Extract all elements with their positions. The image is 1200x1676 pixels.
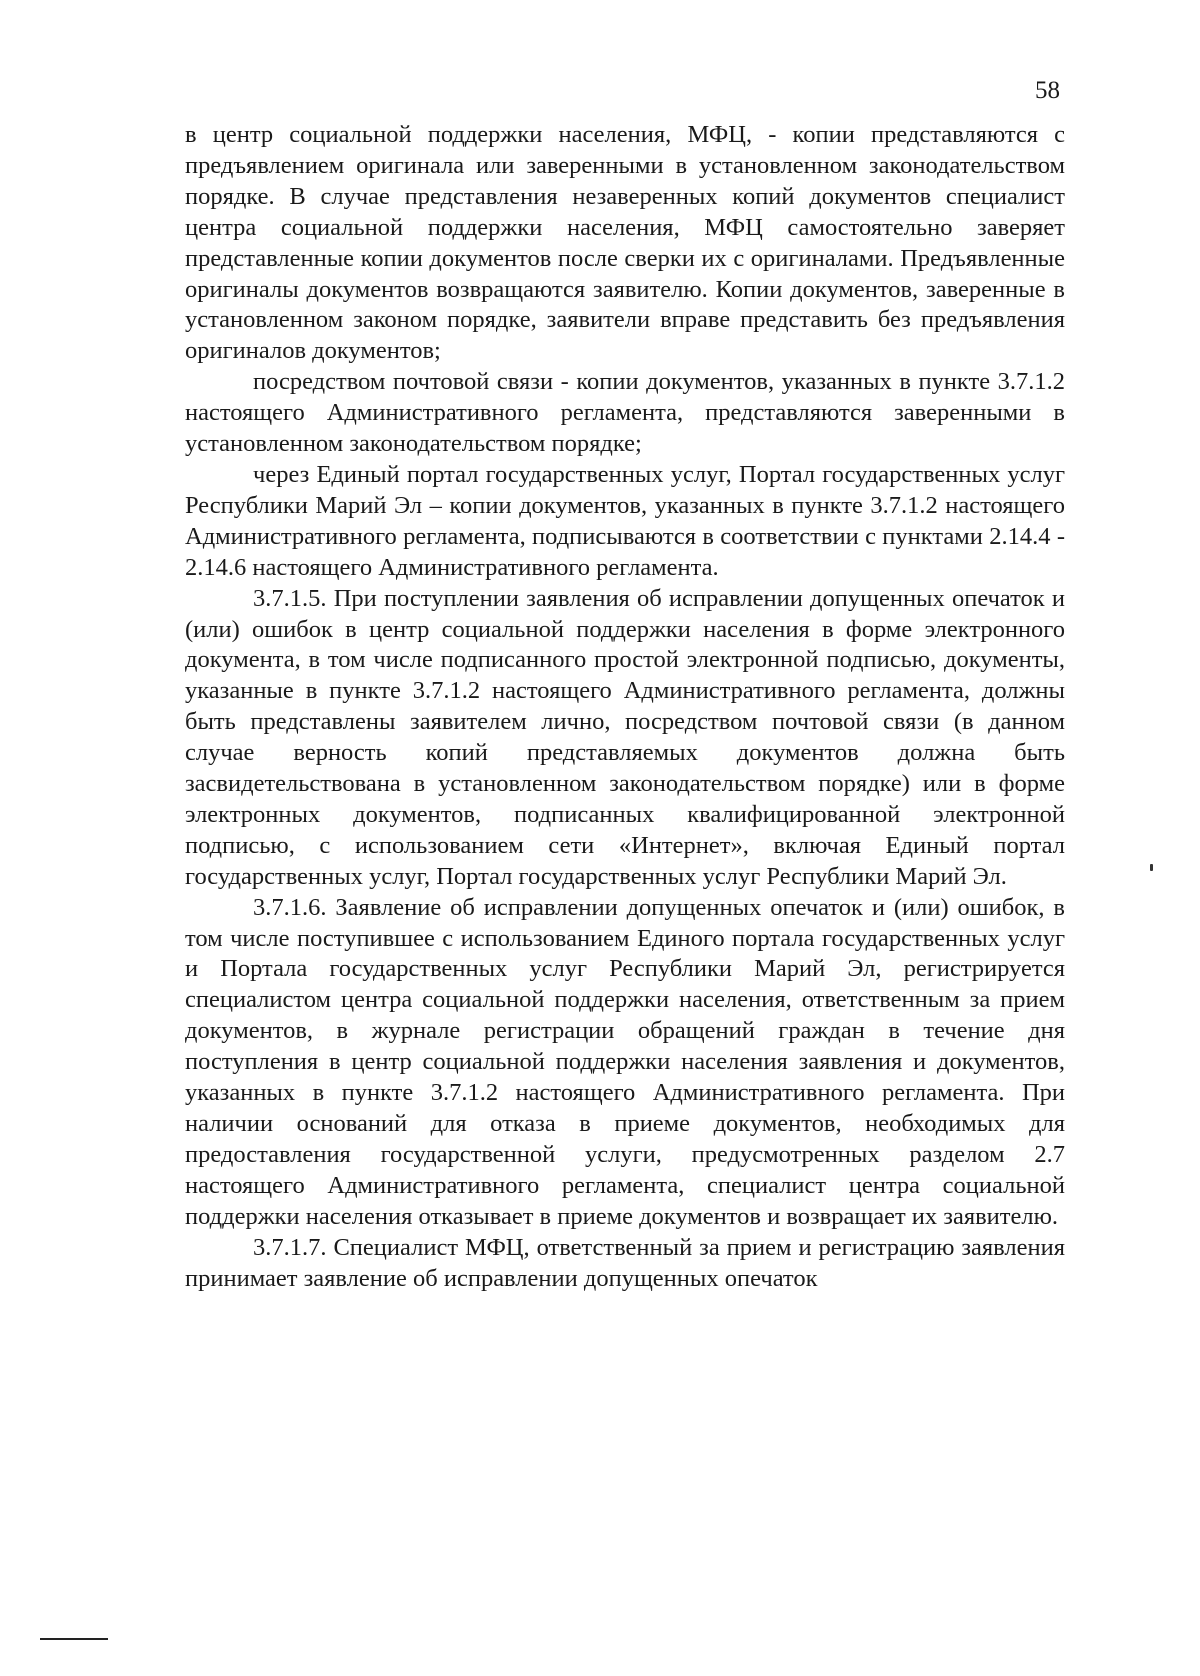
paragraph-continuation: в центр социальной поддержки населения, МФЦ, - копии представляются с предъявлением оригинала или заверенными в установленном законодательством порядке. В случае представления незаверенных копий документов специалист центра социальной поддержки населения, МФЦ самостоятельно заверяет представленные копии документов после сверки их с оригиналами. Предъявленные оригиналы документов возвращаются заявителю. Копии документов, заверенные в установленном законом порядке, заявители вправе представить без предъявления оригиналов документов;	[185, 121, 1065, 365]
document-body	[185, 120, 1065, 1294]
paragraph-postal: посредством почтовой связи - копии документов, указанных в пункте 3.7.1.2 настоящего Административного регламента, представляются заверенными в установленном законодательством порядке;	[185, 368, 1065, 458]
paragraph-3-7-1-5: 3.7.1.5. При поступлении заявления об исправлении допущенных опечаток и (или) ошибок в центр социальной поддержки населения в форме электронного документа, в том числе подписанного простой электронной подписью, документы, указанные в пункте 3.7.1.2 настоящего Административного регламента, должны быть представлены заявителем лично, посредством почтовой связи (в данном случае верность копий представляемых документов должна быть засвидетельствована в установленном законодательством порядке) или в форме электронных документов, подписанных квалифицированной электронной подписью, с использованием сети «Интернет», включая Единый портал государственных услуг, Портал государственных услуг Республики Марий Эл.	[185, 584, 1065, 890]
paragraph-3-7-1-6: 3.7.1.6. Заявление об исправлении допущенных опечаток и (или) ошибок, в том числе поступившее с использованием Единого портала государственных услуг и Портала государственных услуг Республики Марий Эл, регистрируется специалистом центра социальной поддержки населения, ответственным за прием документов, в журнале регистрации обращений граждан в течение дня поступления в центр социальной поддержки населения заявления и документов, указанных в пункте 3.7.1.2 настоящего Административного регламента. При наличии оснований для отказа в приеме документов, необходимых для предоставления государственной услуги, предусмотренных разделом 2.7 настоящего Административного регламента, специалист центра социальной поддержки населения отказывает в приеме документов и возвращает их заявителю.	[185, 893, 1065, 1230]
scan-mark	[1150, 864, 1153, 871]
page-number: 58	[1035, 77, 1060, 104]
paragraph-portal: через Единый портал государственных услуг, Портал государственных услуг Республики Марий Эл – копии документов, указанных в пункте 3.7.1.2 настоящего Административного регламента, подписываются в соответствии с пунктами 2.14.4 - 2.14.6 настоящего Административного регламента.	[185, 460, 1065, 581]
paragraph-3-7-1-7: 3.7.1.7. Специалист МФЦ, ответственный за прием и регистрацию заявления принимает заявление об исправлении допущенных опечаток	[185, 1233, 1065, 1292]
footer-rule	[40, 1638, 108, 1640]
